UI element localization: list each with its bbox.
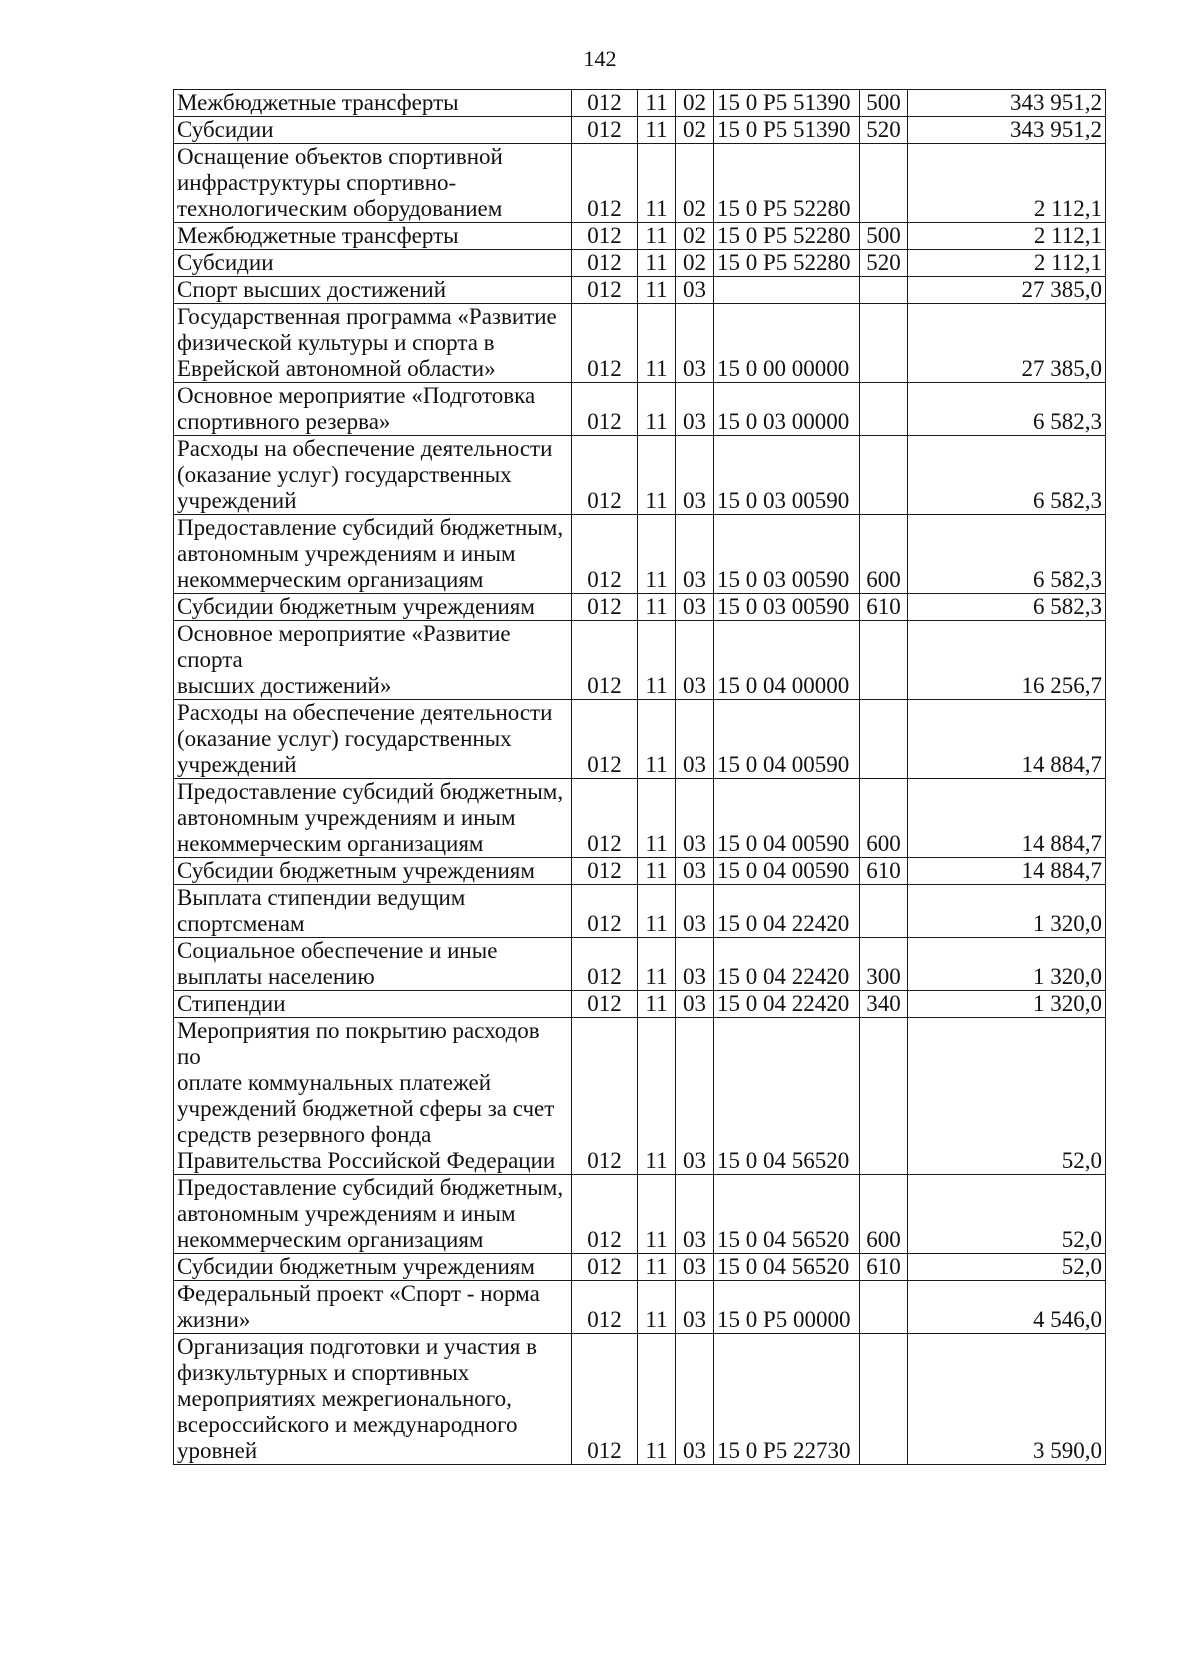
amount-cell: 52,0: [908, 1018, 1106, 1175]
amount-cell: 4 546,0: [908, 1281, 1106, 1334]
section-code-cell: 11: [638, 90, 676, 117]
amount-cell: 6 582,3: [908, 515, 1106, 594]
target-article-cell: 15 0 03 00590: [714, 436, 860, 515]
subsection-code-cell: 03: [676, 594, 714, 621]
grbs-code-cell: 012: [572, 436, 638, 515]
section-code-cell: 11: [638, 144, 676, 223]
grbs-code-cell: 012: [572, 144, 638, 223]
expense-name-cell: Субсидии бюджетным учреждениям: [174, 858, 572, 885]
subsection-code-cell: 03: [676, 991, 714, 1018]
section-code-cell: 11: [638, 223, 676, 250]
expense-type-cell: 500: [860, 223, 908, 250]
amount-cell: 1 320,0: [908, 991, 1106, 1018]
budget-table-body: [174, 90, 1106, 1465]
expense-type-cell: [860, 144, 908, 223]
target-article-cell: 15 0 P5 52280: [714, 144, 860, 223]
table-row: [174, 250, 1106, 277]
subsection-code-cell: 02: [676, 117, 714, 144]
expense-name-cell: Мероприятия по покрытию расходов по оплате коммунальных платежей учреждений бюджетной сферы за счет средств резервного фонда Правительства Российской Федерации: [174, 1018, 572, 1175]
amount-cell: 3 590,0: [908, 1334, 1106, 1465]
subsection-code-cell: 02: [676, 144, 714, 223]
target-article-cell: 15 0 P5 22730: [714, 1334, 860, 1465]
grbs-code-cell: 012: [572, 700, 638, 779]
expense-name-cell: Субсидии: [174, 250, 572, 277]
expense-type-cell: [860, 383, 908, 436]
expense-type-cell: [860, 885, 908, 938]
section-code-cell: 11: [638, 436, 676, 515]
subsection-code-cell: 03: [676, 858, 714, 885]
subsection-code-cell: 03: [676, 383, 714, 436]
table-row: [174, 1254, 1106, 1281]
target-article-cell: 15 0 04 22420: [714, 991, 860, 1018]
expense-type-cell: 610: [860, 594, 908, 621]
table-row: [174, 858, 1106, 885]
subsection-code-cell: 03: [676, 1018, 714, 1175]
target-article-cell: 15 0 04 56520: [714, 1018, 860, 1175]
amount-cell: 343 951,2: [908, 117, 1106, 144]
section-code-cell: 11: [638, 1334, 676, 1465]
target-article-cell: 15 0 P5 52280: [714, 250, 860, 277]
grbs-code-cell: 012: [572, 858, 638, 885]
expense-type-cell: 600: [860, 515, 908, 594]
subsection-code-cell: 03: [676, 779, 714, 858]
expense-name-cell: Предоставление субсидий бюджетным, автономным учреждениям и иным некоммерческим организациям: [174, 779, 572, 858]
expense-type-cell: [860, 436, 908, 515]
subsection-code-cell: 03: [676, 885, 714, 938]
target-article-cell: 15 0 04 00590: [714, 700, 860, 779]
target-article-cell: 15 0 P5 51390: [714, 90, 860, 117]
section-code-cell: 11: [638, 885, 676, 938]
section-code-cell: 11: [638, 515, 676, 594]
expense-name-cell: Расходы на обеспечение деятельности (оказание услуг) государственных учреждений: [174, 436, 572, 515]
target-article-cell: 15 0 P5 00000: [714, 1281, 860, 1334]
subsection-code-cell: 03: [676, 1281, 714, 1334]
amount-cell: 2 112,1: [908, 223, 1106, 250]
amount-cell: 2 112,1: [908, 250, 1106, 277]
target-article-cell: 15 0 P5 52280: [714, 223, 860, 250]
grbs-code-cell: 012: [572, 250, 638, 277]
expense-type-cell: 500: [860, 90, 908, 117]
expense-name-cell: Субсидии: [174, 117, 572, 144]
target-article-cell: 15 0 04 22420: [714, 885, 860, 938]
expense-type-cell: 520: [860, 117, 908, 144]
grbs-code-cell: 012: [572, 515, 638, 594]
table-row: [174, 223, 1106, 250]
amount-cell: 343 951,2: [908, 90, 1106, 117]
section-code-cell: 11: [638, 1254, 676, 1281]
grbs-code-cell: 012: [572, 117, 638, 144]
expense-name-cell: Субсидии бюджетным учреждениям: [174, 594, 572, 621]
table-row: [174, 991, 1106, 1018]
subsection-code-cell: 03: [676, 277, 714, 304]
amount-cell: 14 884,7: [908, 858, 1106, 885]
amount-cell: 2 112,1: [908, 144, 1106, 223]
section-code-cell: 11: [638, 250, 676, 277]
table-row: [174, 594, 1106, 621]
expense-type-cell: [860, 304, 908, 383]
table-row: [174, 277, 1106, 304]
amount-cell: 52,0: [908, 1175, 1106, 1254]
grbs-code-cell: 012: [572, 938, 638, 991]
grbs-code-cell: 012: [572, 1018, 638, 1175]
amount-cell: 6 582,3: [908, 383, 1106, 436]
expense-name-cell: Государственная программа «Развитие физической культуры и спорта в Еврейской автономной области»: [174, 304, 572, 383]
subsection-code-cell: 03: [676, 1334, 714, 1465]
grbs-code-cell: 012: [572, 779, 638, 858]
expense-type-cell: 610: [860, 1254, 908, 1281]
subsection-code-cell: 03: [676, 515, 714, 594]
table-row: [174, 383, 1106, 436]
grbs-code-cell: 012: [572, 885, 638, 938]
expense-name-cell: Оснащение объектов спортивной инфраструктуры спортивно- технологическим оборудованием: [174, 144, 572, 223]
subsection-code-cell: 03: [676, 938, 714, 991]
target-article-cell: [714, 277, 860, 304]
grbs-code-cell: 012: [572, 223, 638, 250]
subsection-code-cell: 03: [676, 304, 714, 383]
table-row: [174, 144, 1106, 223]
table-row: [174, 1175, 1106, 1254]
section-code-cell: 11: [638, 1018, 676, 1175]
amount-cell: 27 385,0: [908, 277, 1106, 304]
target-article-cell: 15 0 03 00590: [714, 515, 860, 594]
target-article-cell: 15 0 04 22420: [714, 938, 860, 991]
expense-type-cell: 600: [860, 779, 908, 858]
grbs-code-cell: 012: [572, 277, 638, 304]
amount-cell: 1 320,0: [908, 938, 1106, 991]
grbs-code-cell: 012: [572, 621, 638, 700]
section-code-cell: 11: [638, 938, 676, 991]
amount-cell: 27 385,0: [908, 304, 1106, 383]
subsection-code-cell: 03: [676, 700, 714, 779]
target-article-cell: 15 0 03 00000: [714, 383, 860, 436]
expense-type-cell: [860, 700, 908, 779]
expense-name-cell: Организация подготовки и участия в физкультурных и спортивных мероприятиях межрегионального, всероссийского и международного уровней: [174, 1334, 572, 1465]
table-row: [174, 117, 1106, 144]
expense-name-cell: Федеральный проект «Спорт - норма жизни»: [174, 1281, 572, 1334]
section-code-cell: 11: [638, 1281, 676, 1334]
section-code-cell: 11: [638, 779, 676, 858]
subsection-code-cell: 03: [676, 1254, 714, 1281]
expense-name-cell: Межбюджетные трансферты: [174, 223, 572, 250]
section-code-cell: 11: [638, 991, 676, 1018]
expense-name-cell: Субсидии бюджетным учреждениям: [174, 1254, 572, 1281]
section-code-cell: 11: [638, 1175, 676, 1254]
grbs-code-cell: 012: [572, 594, 638, 621]
section-code-cell: 11: [638, 700, 676, 779]
expense-name-cell: Предоставление субсидий бюджетным, автономным учреждениям и иным некоммерческим организациям: [174, 515, 572, 594]
table-row: [174, 885, 1106, 938]
amount-cell: 14 884,7: [908, 700, 1106, 779]
section-code-cell: 11: [638, 858, 676, 885]
target-article-cell: 15 0 04 00000: [714, 621, 860, 700]
subsection-code-cell: 02: [676, 90, 714, 117]
section-code-cell: 11: [638, 383, 676, 436]
target-article-cell: 15 0 04 00590: [714, 779, 860, 858]
section-code-cell: 11: [638, 594, 676, 621]
section-code-cell: 11: [638, 117, 676, 144]
amount-cell: 16 256,7: [908, 621, 1106, 700]
grbs-code-cell: 012: [572, 1175, 638, 1254]
expense-type-cell: 610: [860, 858, 908, 885]
grbs-code-cell: 012: [572, 991, 638, 1018]
table-row: [174, 90, 1106, 117]
section-code-cell: 11: [638, 621, 676, 700]
expense-name-cell: Основное мероприятие «Подготовка спортивного резерва»: [174, 383, 572, 436]
expense-name-cell: Предоставление субсидий бюджетным, автономным учреждениям и иным некоммерческим организациям: [174, 1175, 572, 1254]
section-code-cell: 11: [638, 304, 676, 383]
target-article-cell: 15 0 00 00000: [714, 304, 860, 383]
subsection-code-cell: 03: [676, 1175, 714, 1254]
amount-cell: 52,0: [908, 1254, 1106, 1281]
table-row: [174, 304, 1106, 383]
target-article-cell: 15 0 04 56520: [714, 1254, 860, 1281]
table-row: [174, 779, 1106, 858]
expense-type-cell: 340: [860, 991, 908, 1018]
expense-type-cell: [860, 277, 908, 304]
budget-table: [173, 89, 1106, 1465]
expense-type-cell: 300: [860, 938, 908, 991]
grbs-code-cell: 012: [572, 90, 638, 117]
table-row: [174, 621, 1106, 700]
table-row: [174, 1281, 1106, 1334]
expense-type-cell: [860, 1018, 908, 1175]
expense-name-cell: Выплата стипендии ведущим спортсменам: [174, 885, 572, 938]
subsection-code-cell: 03: [676, 436, 714, 515]
amount-cell: 6 582,3: [908, 594, 1106, 621]
expense-type-cell: 520: [860, 250, 908, 277]
grbs-code-cell: 012: [572, 1254, 638, 1281]
target-article-cell: 15 0 04 56520: [714, 1175, 860, 1254]
amount-cell: 1 320,0: [908, 885, 1106, 938]
expense-name-cell: Межбюджетные трансферты: [174, 90, 572, 117]
page-number: 142: [583, 46, 617, 71]
expense-name-cell: Основное мероприятие «Развитие спорта высших достижений»: [174, 621, 572, 700]
table-row: [174, 1018, 1106, 1175]
grbs-code-cell: 012: [572, 1334, 638, 1465]
target-article-cell: 15 0 03 00590: [714, 594, 860, 621]
table-row: [174, 938, 1106, 991]
expense-type-cell: [860, 1281, 908, 1334]
expense-type-cell: [860, 621, 908, 700]
grbs-code-cell: 012: [572, 383, 638, 436]
subsection-code-cell: 02: [676, 250, 714, 277]
table-row: [174, 700, 1106, 779]
expense-name-cell: Спорт высших достижений: [174, 277, 572, 304]
expense-name-cell: Социальное обеспечение и иные выплаты населению: [174, 938, 572, 991]
subsection-code-cell: 02: [676, 223, 714, 250]
table-row: [174, 436, 1106, 515]
expense-type-cell: 600: [860, 1175, 908, 1254]
target-article-cell: 15 0 P5 51390: [714, 117, 860, 144]
grbs-code-cell: 012: [572, 1281, 638, 1334]
subsection-code-cell: 03: [676, 621, 714, 700]
table-row: [174, 515, 1106, 594]
section-code-cell: 11: [638, 277, 676, 304]
expense-type-cell: [860, 1334, 908, 1465]
amount-cell: 14 884,7: [908, 779, 1106, 858]
grbs-code-cell: 012: [572, 304, 638, 383]
expense-name-cell: Расходы на обеспечение деятельности (оказание услуг) государственных учреждений: [174, 700, 572, 779]
target-article-cell: 15 0 04 00590: [714, 858, 860, 885]
expense-name-cell: Стипендии: [174, 991, 572, 1018]
amount-cell: 6 582,3: [908, 436, 1106, 515]
table-row: [174, 1334, 1106, 1465]
